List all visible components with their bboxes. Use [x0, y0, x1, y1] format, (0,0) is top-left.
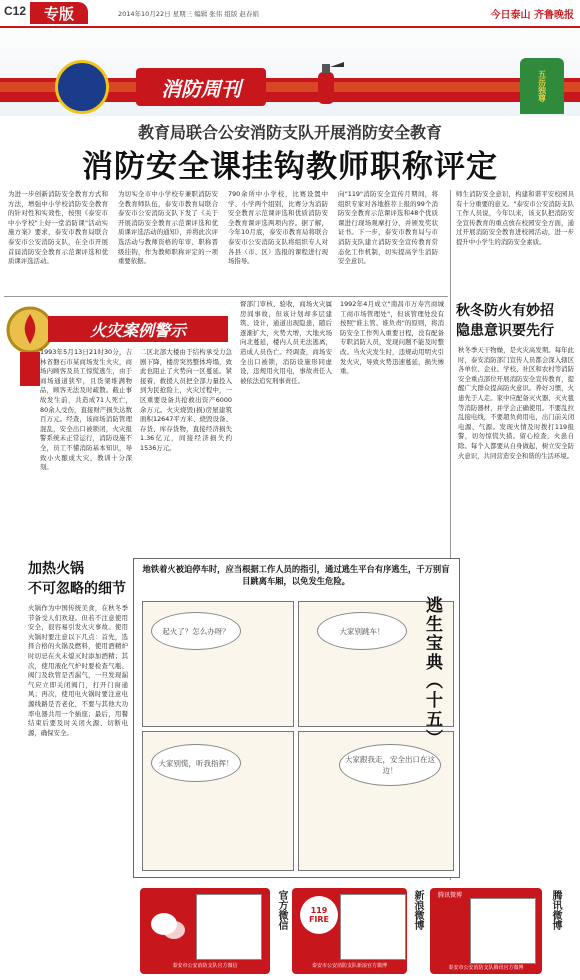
comic-panel-1 — [142, 601, 294, 727]
sidebar-body: 火锅作为中国传统美食，在秋冬季节备受人们欢迎。但若不注意使用安全，很容易引发火灾事故。使用火锅时要注意以下几点：首先，选择合格的火锅及燃料，使用酒精炉时切忌在火未熄灭时添加酒精；其次，使用液化气炉时要检查气瓶、阀门及软管是否漏气，一旦发现漏气应立即关闭阀门，打开门窗通风；再次，使用电火锅时要注意电源线路是否老化，不要与其他大功率电器共用一个插座；最后，用餐结束后要及时关闭火源、切断电源，确保安全。 — [28, 604, 128, 737]
weibo-card — [292, 888, 407, 974]
fire-extinguisher-icon — [300, 58, 350, 108]
footer-social — [0, 882, 580, 980]
tencent-card — [430, 888, 542, 974]
wechat-label: 官方微信 — [276, 890, 287, 930]
right-body: 秋冬季天干物燥，是火灾高发期。每年此时，泰安消防部门宣传人员都会深入辖区各单位、企业、学校、社区和农村等消防安全重点部位开展消防安全宣传教育，提醒广大群众提高防火意识。养好习惯，火患先于人走。家中应配备灭火器、灭火毯等消防器材，并学会正确使用。不要乱拉乱接电线，不要超负荷用电，出门前关闭电源、气源。发现火情及时拨打119报警，切勿惊慌失措。留心检查，火患自除。每个人都要从自身做起，树立安全防火意识，共同营造安全和谐的生活环境。 — [458, 346, 574, 460]
right-title-2: 隐患意识要先行 — [456, 323, 554, 339]
comic-series-title: 逃生宝典（十五） — [422, 596, 442, 748]
weibo-card-caption: 泰安市公安消防支队新浪官方微博 — [311, 963, 387, 969]
comic-panel-3 — [142, 731, 294, 871]
speech-bubble: 大家别慌，听我指挥！ — [151, 744, 241, 782]
fire-case-title: 火灾案例警示 — [48, 316, 228, 342]
wechat-icon — [148, 906, 188, 946]
fire-case-col-2: 二区北部大楼由于结构承受力急剧下降，楼房突然整体垮塌，致此也阻止了火势向一区蔓延。紧接着，救援人员把全部力量投入到为民抢险上，火灾过程中，一区重要设备共抢救出资产6000余万元。火灾烧毁(损)房屋建筑面积12647平方米、烧毁设备、存货、库存货物，直接经济损失1.36亿元，间接经济损失约1536万元。 — [140, 348, 232, 452]
speech-bubble: 大家跟我走，安全出口在这边！ — [339, 744, 441, 786]
article-col-4: 向"119"消防安全宣传月期间，将组织专家对各地推荐上报的99个消防安全教育示范课评选和48个优质课进行现场观摩打分，并颁发奖状证书。下一步，泰安市教育局与市消防支队建立消防安全宣传教育常态化工作机制，切实提高学生消防安全意识。 — [338, 190, 438, 266]
sidebar-title-1: 加热火锅 — [28, 561, 84, 577]
comic-caption: 地铁着火被迫停车时，应当根据工作人员的指引，通过逃生平台有序逃生，千万别盲目跳离车厢，以免发生危险。 — [142, 564, 450, 586]
fire-case-col-4: 1992年4月成立"南昌市万寿宫商城工商市场管理处"，但该管理处没有按照"谁主管、谁负责"的原则，将消防安全工作列入重要日程，没有配备专职消防人员，发现问题不能及时整改。当火灾发生时，违规动用明火引发火灾，导致火势迅速蔓延，损失惨重。 — [340, 300, 444, 376]
comic-panel-4 — [298, 731, 454, 871]
sidebar-title-2: 不可忽略的细节 — [28, 581, 126, 597]
fire-case-col-3: 督部门审核、验收，商场火灾属房间事故，但该计划却多层建筑、设计，通道出现隐患，随后逐渐扩大，火势大增，大地火场向北蔓延，楼内人员无法逃离，造成人员伤亡。经调查，商场安全出口被锁，消防设施形同虚设，违规用火用电，事故责任人被依法追究刑事责任。 — [240, 300, 332, 385]
fire-police-badge-icon — [55, 60, 109, 114]
weibo-label: 新浪微博 — [412, 890, 423, 930]
right-title-1: 秋冬防火有妙招 — [456, 303, 554, 319]
tencent-caption: 腾讯微博 — [438, 892, 463, 899]
issue-meta: 2014年10月22日 星期三 编辑 张伟 组版 赵春娟 — [118, 10, 259, 18]
wechat-card — [140, 888, 270, 974]
page-number: C12 — [4, 4, 27, 18]
mount-tai-seal: 五岳独尊 — [520, 58, 564, 114]
tencent-qr-code — [470, 898, 536, 964]
wechat-card-caption: 泰安市公安消防支队官方微信 — [172, 963, 238, 969]
divider — [4, 296, 448, 297]
article-headline: 消防安全课挂钩教师职称评定 — [82, 149, 498, 185]
speech-bubble: 起火了？怎么办呀？ — [151, 612, 241, 650]
article-col-2: 为切实全市中小学校专兼职消防安全教育师队伍，泰安市教育局联合泰安市公安消防支队下发了《关于开展消防安全教育示范课评选和优质课评选活动的通知》，并将此次评选活动与教师资格的年审、职称晋级挂钩，作为教师职称评定的一项重要依据。 — [118, 190, 218, 266]
section-tag: 专版 — [30, 2, 88, 24]
tencent-card-caption: 泰安市公安消防支队腾讯官方微博 — [448, 965, 524, 971]
fire-119-badge: 119 FIRE — [300, 896, 338, 934]
weibo-qr-code — [340, 894, 406, 960]
speech-bubble: 大家别跳车！ — [317, 612, 407, 650]
article-col-1: 为进一步创新消防安全教育方式和方法，增强中小学校消防安全教育的针对性和实效性，按照《泰安市中小学校"上好一堂消防课"活动实施方案》要求，泰安市教育局联合泰安市公安消防支队，在全市开展首届消防安全教育示范课评选和优质课评选活动。 — [8, 190, 108, 266]
article-col-5: 师生消防安全意识，构建和谐平安校园具有十分重要的意义。"泰安市公安消防支队工作人员说，今年以来，该支队把消防安全宣传教育的重点放在校园安全方面，通过开展消防安全教育进校园活动，进一步提升中小学生的消防安全素质。 — [456, 190, 574, 246]
section-banner — [0, 28, 580, 116]
newspaper-logo: 今日泰山 齐鲁晚报 — [490, 10, 574, 21]
fire-case-col-1: 1993年5月13日21时30分，吉林省磐石市某商场发生火灾，商场内顾客及员工惊慌逃生，由于商场通道狭窄，且货架堆满物品，顾客无法及时疏散。截止事故发生前，共造成71人死亡，80余人受伤，直接财产损失达数百万元。经查，该商场消防管理混乱，安全出口被锁闭，火灾报警系统未正常运行，消防设施不全，员工不懂消防基本知识，导致小火酿成大灾，教训十分深刻。 — [40, 348, 132, 472]
article-subhead: 教育局联合公安消防支队开展消防安全教育 — [137, 123, 442, 142]
article-col-3: 790余所中小学校，比赛设置中学、小学两个组别，比赛分为消防安全教育示范课评选和优质消防安全教育课评选两项内容。据了解，今年10月底，泰安市教育局将联合泰安市公安消防支队将组织专人对各县（市、区）选报的课程进行现场指导。 — [228, 190, 328, 266]
banner-title: 消防周刊 — [136, 68, 266, 106]
wechat-qr-code — [196, 894, 262, 960]
tencent-label: 腾讯微博 — [550, 890, 561, 930]
